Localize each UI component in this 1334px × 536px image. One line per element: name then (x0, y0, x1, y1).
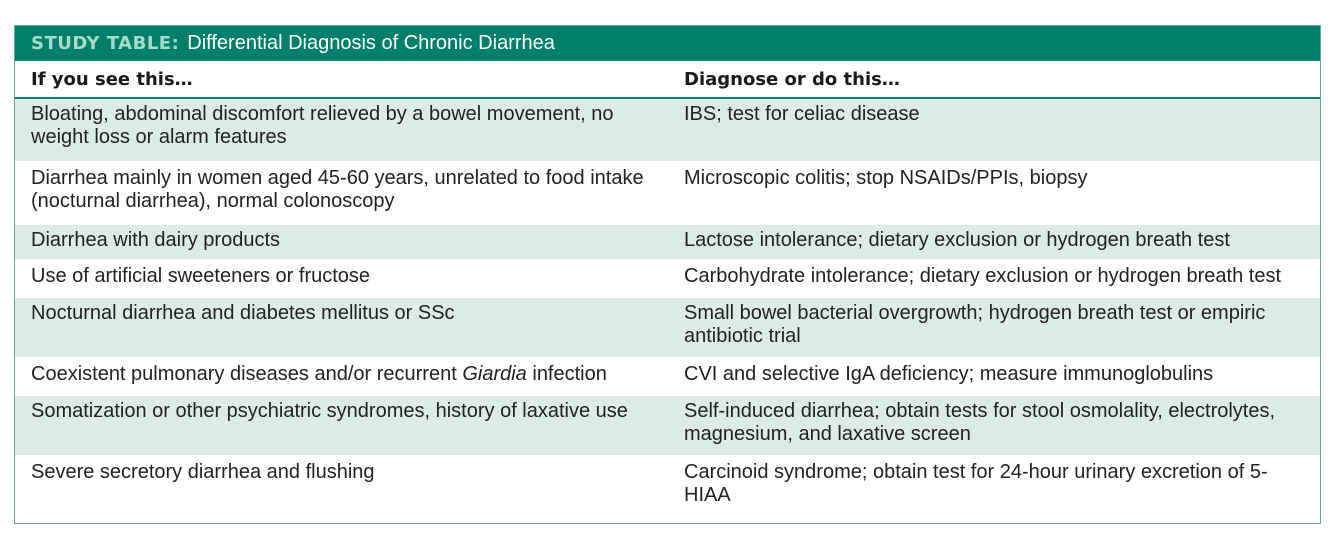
table-row (15, 225, 1320, 261)
diagnosis-cell: Lactose intolerance; dietary exclusion or hydrogen breath test (684, 229, 1230, 251)
table-title: Differential Diagnosis of Chronic Diarrhea (187, 32, 555, 54)
diagnosis-cell: Microscopic colitis; stop NSAIDs/PPIs, biopsy (684, 167, 1088, 189)
diagnosis-cell: Carcinoid syndrome; obtain test for 24-hour urinary excretion of 5-HIAA (684, 461, 1268, 506)
finding-italic-organism: Giardia (462, 363, 527, 385)
diagnosis-cell: Small bowel bacterial overgrowth; hydrogen breath test or empiric antibiotic trial (684, 302, 1266, 347)
table-row (15, 99, 1320, 163)
finding-cell: Nocturnal diarrhea and diabetes mellitus or SSc (31, 302, 455, 324)
table-row (15, 261, 1320, 298)
table-title-bar (15, 26, 1320, 61)
diagnosis-cell: Self-induced diarrhea; obtain tests for stool osmolality, electrolytes, magnesium, and laxative screen (684, 400, 1276, 445)
diagnosis-cell: Carbohydrate intolerance; dietary exclusion or hydrogen breath test (684, 265, 1282, 287)
column-header-findings: If you see this… (31, 68, 193, 90)
table-title-prefix: STUDY TABLE: (31, 33, 180, 54)
finding-cell: Bloating, abdominal discomfort relieved by a bowel movement, no weight loss or alarm features (31, 103, 614, 148)
finding-cell: Somatization or other psychiatric syndromes, history of laxative use (31, 400, 628, 422)
finding-cell: Use of artificial sweeteners or fructose (31, 265, 371, 287)
finding-cell: Diarrhea mainly in women aged 45-60 years, unrelated to food intake (nocturnal diarrhea), normal colonoscopy (31, 167, 644, 212)
table-row (15, 396, 1320, 457)
table-row (15, 359, 1320, 396)
table-row (15, 163, 1320, 225)
diagnosis-cell: IBS; test for celiac disease (684, 103, 920, 125)
finding-cell (15, 359, 670, 386)
finding-text-end: infection (526, 363, 607, 385)
table-header-row (15, 61, 1320, 99)
finding-text: Coexistent pulmonary diseases and/or recurrent (31, 363, 463, 385)
table-row (15, 457, 1320, 521)
study-table (14, 25, 1321, 524)
diagnosis-cell: CVI and selective IgA deficiency; measure immunoglobulins (684, 363, 1214, 385)
finding-cell: Severe secretory diarrhea and flushing (31, 461, 375, 483)
column-header-diagnosis: Diagnose or do this… (684, 68, 900, 90)
finding-cell: Diarrhea with dairy products (31, 229, 280, 251)
table-row (15, 298, 1320, 359)
